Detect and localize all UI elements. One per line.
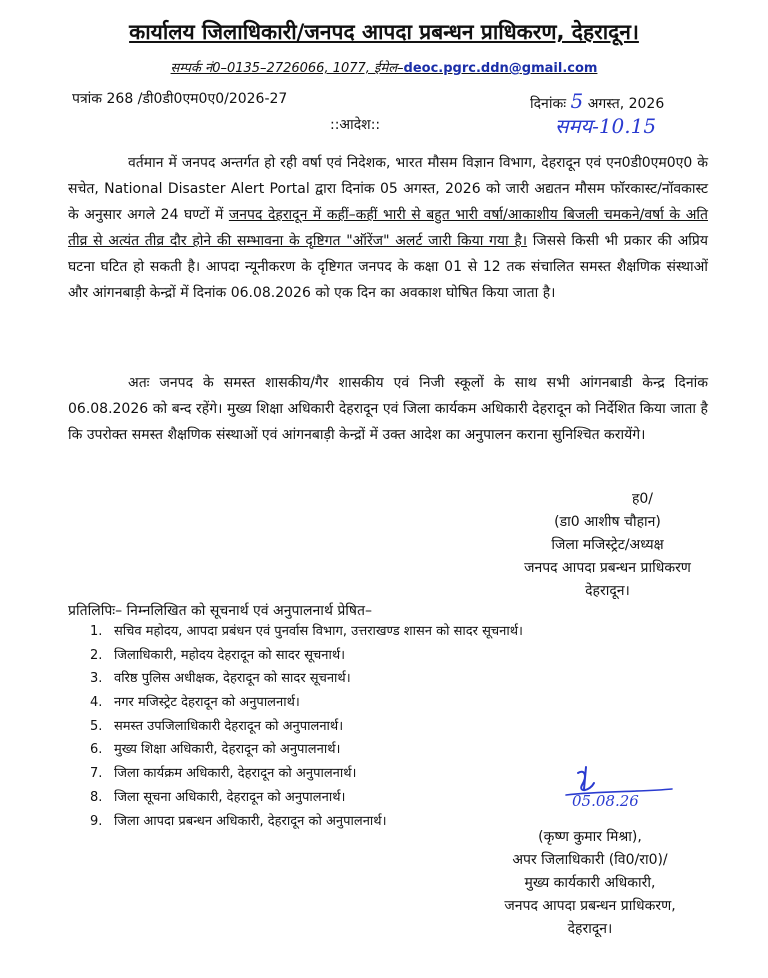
order-paragraph-1 [68,150,708,306]
handwritten-initials [560,765,680,815]
cc-list [90,620,523,833]
order-heading: ::आदेश:: [330,117,381,133]
orange-alert-text: जनपद देहरादून में कहीं–कहीं भारी से बहुत भारी वर्षा/आकाशीय बिजली चमकने/वर्षा के अति तीव्र से अत्यंत तीव्र दौर होने की सम्भावना के दृष्टिगत "ऑरेंज" अलर्ट जारी किया गया है। [68,207,708,249]
office-title: कार्यालय जिलाधिकारी/जनपद आपदा प्रबन्धन प्राधिकरण, देहरादून। [129,20,639,44]
adm-designation-1: अपर जिलाधिकारी (वि0/रा0)/ [512,852,668,868]
signed-mark: ह0/ [631,491,654,507]
adm-designation-2: मुख्य कार्यकारी अधिकारी, [524,875,656,891]
cc-item: 6. मुख्य शिक्षा अधिकारी, देहरादून को अनुपालनार्थ। [90,742,341,758]
dm-designation: जिला मजिस्ट्रेट/अध्यक्ष [551,537,664,553]
cc-item: 9. जिला आपदा प्रबन्धन अधिकारी, देहरादून को अनुपालनार्थ। [90,813,387,829]
initials-date: 05.08.26 [572,792,639,810]
cc-item: 3. वरिष्ठ पुलिस अधीक्षक, देहरादून को सादर सूचनार्थ। [90,671,351,687]
dm-authority: जनपद आपदा प्रबन्धन प्राधिकरण [524,560,691,576]
cc-item: 2. जिलाधिकारी, महोदय देहरादून को सादर सूचनार्थ। [90,647,346,663]
cc-heading: प्रतिलिपिः– निम्नलिखित को सूचनार्थ एवं अनुपालनार्थ प्रेषित– [68,603,372,619]
para1-closing: जिससे किसी भी प्रकार की अप्रिय घटना घटित हो सकती है। आपदा न्यूनीकरण के दृष्टिगत जनपद के कक्षा 01 से 12 तक संचालित समस्त शैक्षणिक संस्थाओं और आंगनबाड़ी केन्द्रों में दिनांक 06.08.2026 को एक दिन का अवकाश घोषित किया जाता है। [68,233,708,301]
letter-date [530,89,664,113]
cc-item: 5. समस्त उपजिलाधिकारी देहरादून को अनुपालनार्थ। [90,718,344,734]
email-link[interactable]: deoc.pgrc.ddn@gmail.com [403,61,598,76]
cc-item: 7. जिला कार्यक्रम अधिकारी, देहरादून को अनुपालनार्थ। [90,766,357,782]
contact-line [0,58,768,76]
adm-signature-block [440,826,740,941]
date-label: दिनांकः [530,96,567,112]
dm-place: देहरादून। [585,583,630,599]
dm-name: (डा0 आशीष चौहान) [554,514,661,530]
date-month-year: अगस्त, 2026 [587,96,665,112]
district-magistrate-signature [490,488,725,603]
cc-item: 4. नगर मजिस्ट्रेट देहरादून को अनुपालनार्थ। [90,695,300,711]
para1-intro: वर्तमान में जनपद अन्तर्गत हो रही वर्षा एवं निदेशक, भारत मौसम विज्ञान विभाग, देहरादून एवं एन0डी0एम0ए0 के सचेत, National Disaster Alert Portal द्वारा दिनांक 05 अगस्त, 2026 को जारी अद्यतन मौसम फॉरकास्ट/नॉवकास्ट के अनुसार अगले 24 घण्टों में [68,155,708,223]
adm-authority: जनपद आपदा प्रबन्धन प्राधिकरण, [504,898,676,914]
para2-text: अतः जनपद के समस्त शासकीय/गैर शासकीय एवं निजी स्कूलों के साथ सभी आंगनबाडी केन्द्र दिनांक 06.08.2026 को बन्द रहेंगे। मुख्य शिक्षा अधिकारी देहरादून एवं जिला कार्यकम अधिकारी देहरादून को निर्देशित किया जाता है कि उपरोक्त समस्त शैक्षणिक संस्थाओं एवं आंगनबाड़ी केन्द्रों में उक्त आदेश का अनुपालन कराना सुनिश्चित करायेंगे। [68,375,708,443]
contact-numbers: सम्पर्क नं0–0135–2726066, 1077, ईमेल– [170,61,404,76]
order-paragraph-2 [68,370,708,448]
date-day-handwritten: 5 [570,89,584,113]
cc-item: 1. सचिव महोदय, आपदा प्रबंधन एवं पुनर्वास विभाग, उत्तराखण्ड शासन को सादर सूचनार्थ। [90,624,523,639]
adm-name: (कृष्ण कुमार मिश्रा), [538,829,642,845]
cc-item: 8. जिला सूचना अधिकारी, देहरादून को अनुपालनार्थ। [90,789,346,805]
letter-number: पत्रांक 268 /डी0डी0एम0ए0/2026-27 [72,91,288,107]
adm-place: देहरादून। [567,921,613,937]
time-handwritten: समय-10.15 [555,114,657,138]
